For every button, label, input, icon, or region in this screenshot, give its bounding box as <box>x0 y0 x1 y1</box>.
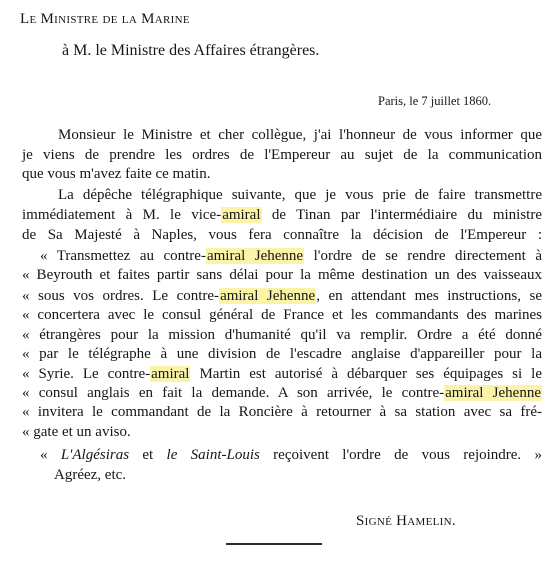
body-line <box>22 403 542 421</box>
text-segment: « Transmettez au contre- <box>40 248 206 264</box>
body-line <box>54 466 126 484</box>
text-segment: « étrangères pour la mission d'humanité qu'il va remplir. Ordre a été donné <box>22 327 542 343</box>
body-line <box>22 423 131 441</box>
body-line <box>22 226 542 244</box>
text-segment: et <box>129 447 167 463</box>
body-line <box>22 287 542 305</box>
body-line <box>22 146 542 164</box>
body-line <box>58 186 542 204</box>
text-segment: « Syrie. Le contre- <box>22 366 151 382</box>
body-line <box>40 446 542 464</box>
text-segment: immédiatement à M. le vice- <box>22 207 222 223</box>
text-segment: , en attendant mes instructions, se <box>316 288 543 304</box>
ship-name: le Saint-Louis <box>166 447 260 463</box>
body-line <box>22 165 210 183</box>
text-segment: reçoivent l'ordre de vous rejoindre. » <box>259 447 542 463</box>
text-segment: « invitera le commandant de la Roncière à retourner à sa station avec sa fré- <box>22 404 542 420</box>
body-line <box>22 365 542 383</box>
highlighted-term: amiral <box>222 207 261 223</box>
text-segment: Agréez, etc. <box>54 467 127 483</box>
text-segment: de Tinan par l'intermédiaire du ministre <box>261 207 542 223</box>
text-segment: « par le télégraphe à une division de l'escadre anglaise d'appareiller pour la <box>22 346 542 362</box>
body-line <box>22 345 542 363</box>
text-segment: « concertera avec le consul général de France et les commandants des marines <box>22 307 542 323</box>
text-segment: « sous vos ordres. Le contre- <box>22 288 220 304</box>
signature: Signé Hamelin. <box>356 513 456 529</box>
highlighted-term: amiral Jehenne <box>206 248 304 264</box>
text-segment: Martin est autorisé à débarquer ses équipages si le <box>190 366 542 382</box>
body-line <box>22 266 542 284</box>
text-segment: Monsieur le Ministre et cher collègue, j'ai l'honneur de vous informer que <box>58 127 542 143</box>
text-segment: que vous m'avez faite ce matin. <box>22 166 211 182</box>
body-line <box>22 326 542 344</box>
text-segment: je viens de prendre les ordres de l'Empereur au sujet de la communication <box>22 147 542 163</box>
header-sender: Le Ministre de la Marine <box>20 11 190 27</box>
highlighted-term: amiral Jehenne <box>220 288 316 304</box>
body-line <box>22 206 542 224</box>
highlighted-term: amiral <box>151 366 190 382</box>
text-segment: « <box>40 447 61 463</box>
text-segment: de Sa Majesté à Naples, vous fera connaître la décision de l'Empereur : <box>22 227 542 243</box>
text-segment: « consul anglais en fait la demande. A son arrivée, le contre- <box>22 385 445 401</box>
body-line <box>22 306 542 324</box>
text-segment: La dépêche télégraphique suivante, que je vous prie de faire transmettre <box>58 187 542 203</box>
header-recipient: à M. le Ministre des Affaires étrangères. <box>62 42 320 59</box>
text-segment: l'ordre de se rendre directement à <box>304 248 542 264</box>
ship-name: L'Algésiras <box>60 447 130 463</box>
text-segment: « Beyrouth et faites partir sans délai pour la même destination un des vaisseaux <box>22 267 542 283</box>
body-line <box>58 126 542 144</box>
closing-rule <box>226 543 322 545</box>
dateline: Paris, le 7 juillet 1860. <box>378 94 492 108</box>
body-line <box>22 384 542 402</box>
text-segment: « gate et un aviso. <box>22 424 131 440</box>
body-line <box>40 247 542 265</box>
highlighted-term: amiral Jehenne <box>445 385 541 401</box>
